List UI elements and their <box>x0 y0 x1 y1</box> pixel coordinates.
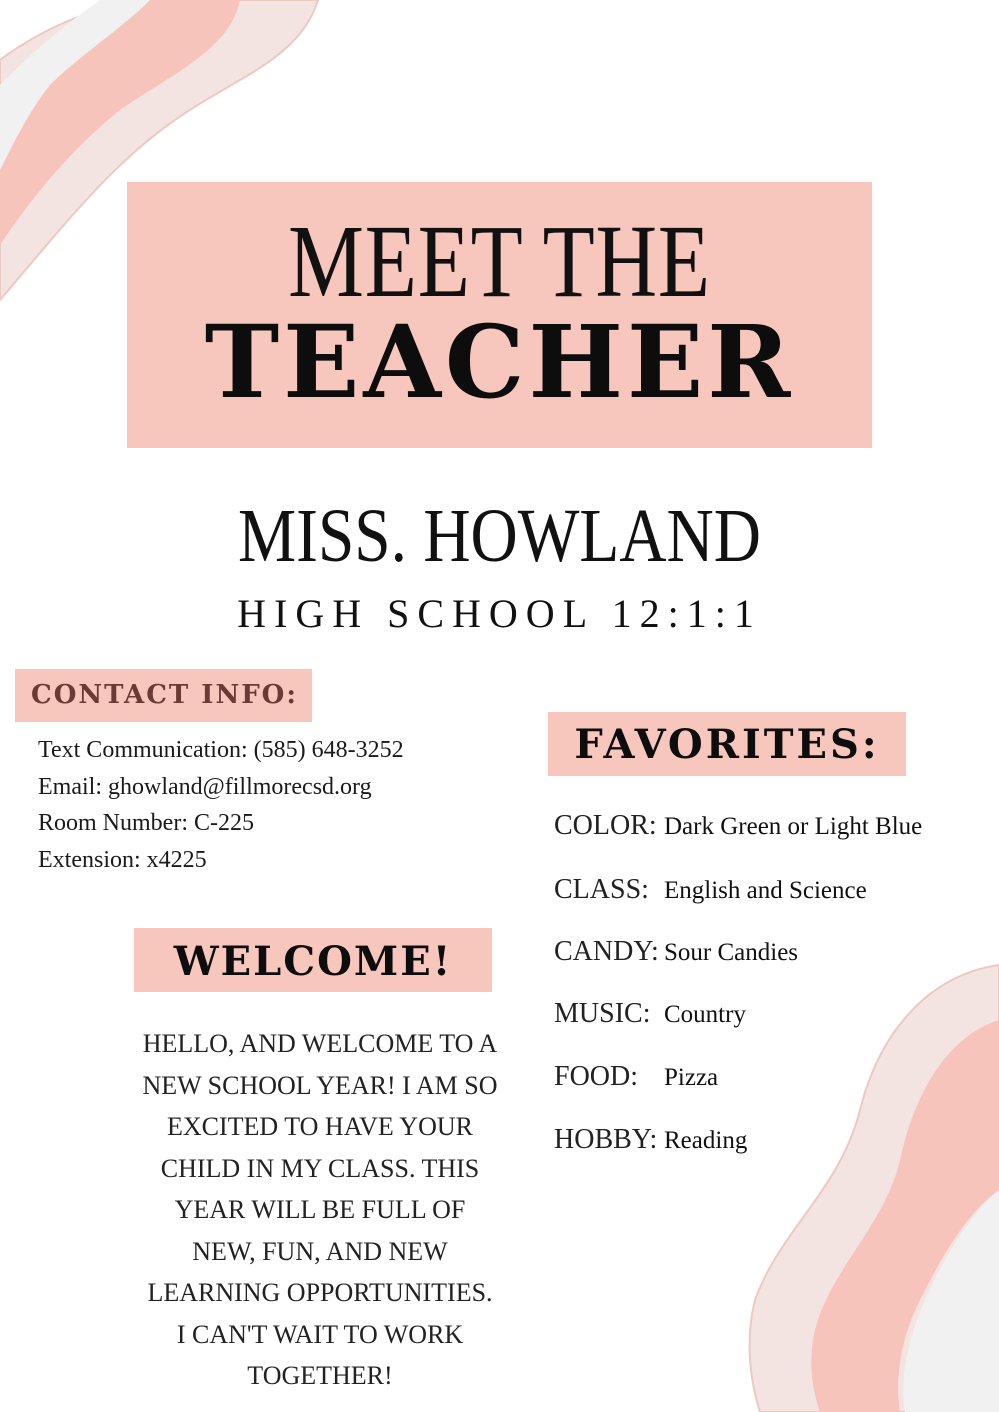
favorites-heading: FAVORITES: <box>574 721 880 768</box>
favorite-label: CLASS: <box>554 874 649 905</box>
title-line-1: MEET THE <box>288 204 711 319</box>
favorite-label: CANDY: <box>554 936 659 967</box>
welcome-line: CHILD IN MY CLASS. THIS <box>160 1153 480 1183</box>
welcome-line: HELLO, AND WELCOME TO A <box>142 1029 498 1058</box>
teacher-class: HIGH SCHOOL 12:1:1 <box>237 591 762 636</box>
contact-heading-box <box>15 669 312 722</box>
favorite-value: Sour Candies <box>664 939 799 966</box>
favorite-value: Dark Green or Light Blue <box>664 813 923 840</box>
contact-text-number: Text Communication: (585) 648-3252 <box>38 737 404 763</box>
favorite-hobby <box>554 1124 974 1164</box>
favorite-class <box>554 874 974 914</box>
favorite-value: English and Science <box>664 877 867 904</box>
contact-heading: CONTACT INFO: <box>31 680 298 710</box>
welcome-line: EXCITED TO HAVE YOUR <box>167 1112 473 1141</box>
teacher-name: MISS. HOWLAND <box>238 494 761 578</box>
title-banner <box>127 182 872 448</box>
contact-email: Email: ghowland@fillmorecsd.org <box>38 773 372 800</box>
contact-list <box>38 732 478 878</box>
welcome-heading: WELCOME! <box>173 938 453 985</box>
welcome-heading-box <box>134 928 492 992</box>
favorite-value: Country <box>664 1001 746 1028</box>
welcome-line: I CAN'T WAIT TO WORK <box>176 1319 464 1349</box>
contact-room: Room Number: C-225 <box>38 810 254 836</box>
welcome-line: YEAR WILL BE FULL OF <box>174 1195 466 1224</box>
favorites-heading-box <box>548 712 906 776</box>
favorite-label: FOOD: <box>554 1061 639 1092</box>
welcome-line: LEARNING OPPORTUNITIES. <box>147 1278 493 1307</box>
welcome-message <box>140 1023 500 1397</box>
welcome-line: NEW, FUN, AND NEW <box>192 1236 448 1266</box>
favorite-label: MUSIC: <box>554 998 651 1029</box>
favorite-food <box>554 1061 974 1101</box>
favorite-music <box>554 998 974 1038</box>
favorite-color <box>554 810 974 850</box>
contact-extension: Extension: x4225 <box>38 846 207 873</box>
favorite-label: COLOR: <box>554 810 657 841</box>
favorite-candy <box>554 936 974 976</box>
favorite-value: Reading <box>664 1127 748 1154</box>
welcome-line: TOGETHER! <box>247 1361 393 1390</box>
welcome-line: NEW SCHOOL YEAR! I AM SO <box>142 1070 498 1100</box>
title-line-2: TEACHER <box>204 303 795 421</box>
favorite-value: Pizza <box>664 1064 719 1091</box>
favorite-label: HOBBY: <box>554 1124 658 1155</box>
